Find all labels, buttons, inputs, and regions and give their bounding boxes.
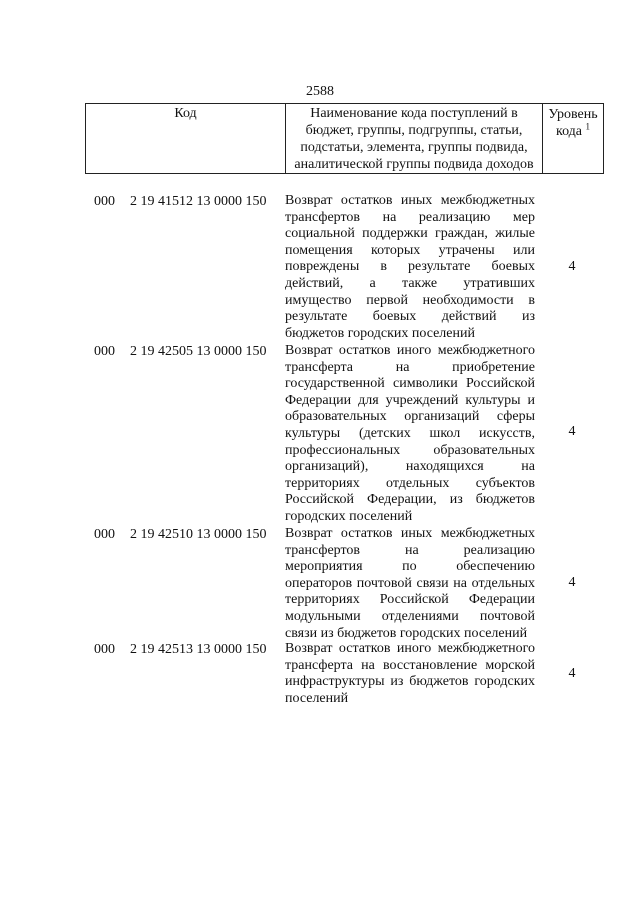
name-line: связи из бюджетов городских поселений	[285, 625, 528, 641]
name-line: мероприятия по обеспечению	[285, 559, 535, 575]
name-line: помещения которых утрачены или	[285, 242, 535, 258]
revenue-name	[285, 641, 535, 707]
name-line: Российской Федерации, из бюджетов	[285, 492, 535, 508]
name-line: образовательных организаций сферы	[285, 409, 535, 425]
name-line: Возврат остатков иного межбюджетного	[285, 641, 535, 656]
revenue-code: 2 19 41512 13 0000 150	[130, 194, 267, 209]
header-name-line: подстатьи, элемента, группы подвида,	[300, 140, 528, 155]
revenue-name	[285, 343, 535, 526]
name-line: территориях отдельных субъектов	[285, 475, 535, 491]
table-row	[0, 526, 640, 642]
name-line: результате боевых действий из	[285, 309, 535, 325]
name-line: Возврат остатков иных межбюджетных	[285, 193, 535, 208]
level-value: 4	[568, 666, 576, 681]
admin-code: 000	[94, 194, 115, 209]
level-value: 4	[568, 424, 576, 439]
admin-code: 000	[94, 642, 115, 657]
header-code-label: Код	[174, 106, 197, 121]
header-name-line: аналитической группы подвида доходов	[294, 157, 534, 172]
header-level-label: Уровень	[548, 107, 598, 122]
name-line: Возврат остатков иного межбюджетного	[285, 343, 535, 358]
name-line: инфраструктуры из бюджетов городских	[285, 674, 535, 690]
revenue-code: 2 19 42513 13 0000 150	[130, 642, 267, 657]
revenue-name	[285, 193, 535, 342]
name-line: бюджетов городских поселений	[285, 325, 475, 341]
name-line: имущество первой необходимости в	[285, 292, 535, 308]
header-code	[86, 104, 286, 174]
name-line: городских поселений	[285, 508, 413, 524]
level-value: 4	[568, 259, 576, 274]
table-row	[0, 641, 640, 711]
name-line: Федерации для учреждений культуры и	[285, 392, 535, 408]
header-level	[543, 104, 604, 174]
name-line: модульными отделениями почтовой	[285, 608, 535, 624]
header-name	[286, 104, 543, 174]
name-line: территориях Российской Федерации	[285, 592, 535, 608]
name-line: социальной поддержки граждан, жилые	[285, 226, 535, 242]
name-line: трансферта на приобретение	[285, 359, 535, 375]
level-value: 4	[568, 575, 576, 590]
table-row	[0, 343, 640, 526]
name-line: трансфертов на реализацию мер	[285, 209, 535, 225]
name-line: трансферта на восстановление морской	[285, 657, 535, 673]
name-line: организаций), находящихся на	[285, 459, 535, 475]
name-line: государственной символики Российской	[285, 376, 535, 392]
table-header	[85, 103, 604, 174]
name-line: операторов почтовой связи на отдельных	[285, 575, 535, 591]
table-row	[0, 193, 640, 343]
header-name-line: Наименование кода поступлений в	[310, 106, 518, 121]
name-line: повреждены в результате боевых	[285, 259, 535, 275]
header-level-label-2	[545, 123, 601, 140]
revenue-code: 2 19 42505 13 0000 150	[130, 344, 267, 359]
admin-code: 000	[94, 344, 115, 359]
page-number: 2588	[306, 84, 334, 99]
revenue-code: 2 19 42510 13 0000 150	[130, 527, 267, 542]
name-line: поселений	[285, 690, 349, 706]
admin-code: 000	[94, 527, 115, 542]
name-line: Возврат остатков иных межбюджетных	[285, 526, 535, 541]
name-line: трансфертов на реализацию	[285, 542, 535, 558]
name-line: культуры (детских школ искусств,	[285, 425, 535, 441]
header-name-line: бюджет, группы, подгруппы, статьи,	[305, 123, 523, 138]
revenue-name	[285, 526, 535, 642]
header-level-label-kod: кода	[555, 124, 583, 139]
name-line: профессиональных образовательных	[285, 442, 535, 458]
name-line: действий, а также утративших	[285, 275, 535, 291]
footnote-mark: 1	[585, 121, 591, 132]
